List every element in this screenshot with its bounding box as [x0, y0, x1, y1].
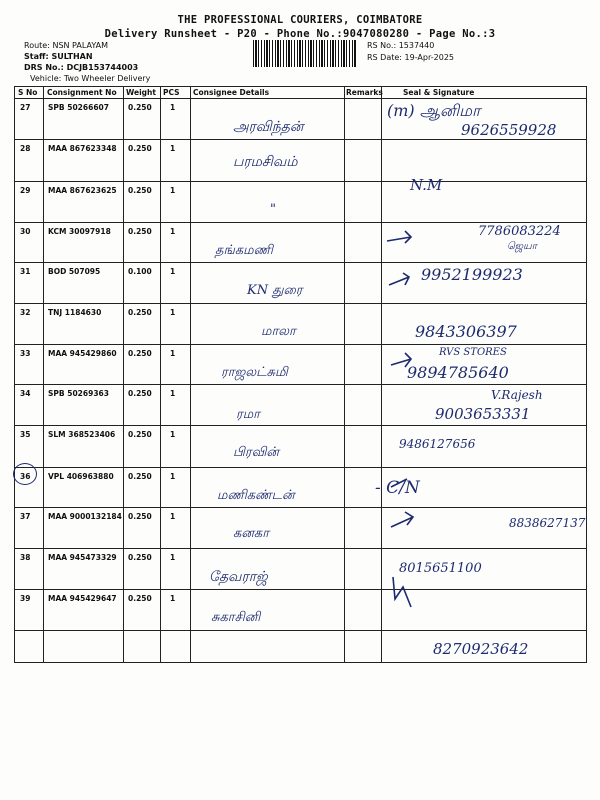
weight-cell: 0.250: [128, 144, 152, 153]
col-weight: Weight: [126, 88, 156, 97]
runsheet-table: [14, 86, 587, 663]
consignment-cell: MAA 945429860: [48, 349, 117, 358]
signature: ஜெயா: [507, 241, 537, 252]
pcs-cell: 1: [170, 267, 176, 276]
signature: RVS STORES: [439, 347, 507, 358]
weight-cell: 0.250: [128, 430, 152, 439]
table-row: [15, 468, 586, 507]
pcs-cell: 1: [170, 144, 176, 153]
sno-cell: 33: [20, 349, 31, 358]
phone-handwriting: 8270923642: [433, 640, 529, 658]
consignee-handwriting: பிரவின்: [233, 445, 279, 460]
signature: N.M: [410, 176, 443, 194]
sno-cell: 28: [20, 144, 31, 153]
col-signature: Seal & Signature: [403, 88, 475, 97]
sno-cell: 32: [20, 308, 31, 317]
pcs-cell: 1: [170, 186, 176, 195]
consignment-cell: MAA 867623348: [48, 144, 117, 153]
handwritten-marks-icon: [381, 227, 421, 627]
weight-cell: 0.100: [128, 267, 152, 276]
weight-cell: 0.250: [128, 553, 152, 562]
consignee-handwriting: KN துரை: [247, 283, 303, 298]
table-row: [15, 549, 586, 589]
phone-handwriting: 9894785640: [407, 363, 509, 382]
consignee-handwriting: அரவிந்தன்: [233, 119, 304, 135]
phone-handwriting: 8015651100: [399, 561, 482, 576]
consignee-handwriting: பரமசிவம்: [233, 154, 298, 170]
table-row: [15, 508, 586, 548]
sno-cell: 27: [20, 103, 31, 112]
col-consignment: Consignment No: [47, 88, 117, 97]
signature: V.Rajesh: [491, 388, 543, 402]
pcs-cell: 1: [170, 227, 176, 236]
pcs-cell: 1: [170, 308, 176, 317]
sno-cell: 36: [20, 472, 31, 481]
sno-cell: 30: [20, 227, 31, 236]
pcs-cell: 1: [170, 553, 176, 562]
consignment-cell: MAA 9000132184: [48, 512, 122, 521]
table-row: [15, 385, 586, 425]
sno-cell: 39: [20, 594, 31, 603]
sno-cell: 34: [20, 389, 31, 398]
consignment-cell: SPB 50269363: [48, 389, 109, 398]
consignee-handwriting: கனகா: [233, 526, 270, 541]
barcode: [253, 40, 357, 67]
pcs-cell: 1: [170, 472, 176, 481]
col-consignee: Consignee Details: [193, 88, 270, 97]
rs-number: RS No.: 1537440: [367, 41, 435, 50]
table-row: [15, 345, 586, 384]
weight-cell: 0.250: [128, 308, 152, 317]
consignment-cell: SPB 50266607: [48, 103, 109, 112]
route-label: Route: NSN PALAYAM: [24, 41, 108, 50]
vehicle-label: Vehicle: Two Wheeler Delivery: [30, 74, 151, 83]
consignment-cell: TNJ 1184630: [48, 308, 102, 317]
col-pcs: PCS: [163, 88, 180, 97]
pcs-cell: 1: [170, 389, 176, 398]
signature: (m) ஆனிமா: [387, 101, 481, 120]
signature: - C/N: [375, 478, 420, 498]
pcs-cell: 1: [170, 349, 176, 358]
consignee-handwriting: ராஜலட்சுமி: [221, 365, 288, 380]
consignee-handwriting: தேவராஜ்: [209, 569, 268, 585]
drs-number: DRS No.: DCJB153744003: [24, 63, 139, 72]
weight-cell: 0.250: [128, 349, 152, 358]
staff-label: Staff: SULTHAN: [24, 52, 93, 61]
sno-cell: 35: [20, 430, 31, 439]
sno-cell: 29: [20, 186, 31, 195]
weight-cell: 0.250: [128, 472, 152, 481]
pcs-cell: 1: [170, 103, 176, 112]
table-row: [15, 590, 586, 658]
consignee-handwriting: ": [270, 202, 276, 217]
rs-date: RS Date: 19-Apr-2025: [367, 53, 455, 62]
phone-handwriting: 8838627137: [509, 516, 586, 530]
weight-cell: 0.250: [128, 389, 152, 398]
table-row: [15, 426, 586, 467]
phone-handwriting: 9952199923: [421, 265, 523, 284]
sno-cell: 38: [20, 553, 31, 562]
pcs-cell: 1: [170, 594, 176, 603]
phone-handwriting: 9626559928: [461, 121, 557, 139]
phone-handwriting: 9003653331: [435, 405, 531, 423]
pcs-cell: 1: [170, 512, 176, 521]
sno-cell: 37: [20, 512, 31, 521]
weight-cell: 0.250: [128, 227, 152, 236]
consignment-cell: KCM 30097918: [48, 227, 111, 236]
weight-cell: 0.250: [128, 512, 152, 521]
col-remarks: Remarks: [346, 88, 383, 97]
consignee-handwriting: ரமா: [236, 407, 260, 422]
col-sno: S No: [18, 88, 38, 97]
consignment-cell: MAA 867623625: [48, 186, 117, 195]
phone-handwriting: 7786083224: [478, 224, 561, 239]
pcs-cell: 1: [170, 430, 176, 439]
consignment-cell: SLM 368523406: [48, 430, 116, 439]
phone-handwriting: 9486127656: [399, 437, 476, 451]
consignee-handwriting: மாலா: [261, 324, 296, 339]
weight-cell: 0.250: [128, 594, 152, 603]
table-row: [15, 304, 586, 344]
table-row: [15, 223, 586, 262]
consignee-handwriting: தங்கமணி: [215, 243, 273, 258]
consignment-cell: BOD 507095: [48, 267, 101, 276]
consignment-cell: VPL 406963880: [48, 472, 114, 481]
table-row: [15, 140, 586, 181]
consignment-cell: MAA 945429647: [48, 594, 117, 603]
table-row: [15, 263, 586, 303]
table-row: [15, 176, 586, 222]
weight-cell: 0.250: [128, 186, 152, 195]
runsheet-subtitle: Delivery Runsheet - P20 - Phone No.:9047080280 - Page No.:3: [104, 28, 496, 40]
consignee-handwriting: மணிகண்டன்: [217, 488, 295, 503]
table-row: [15, 99, 586, 139]
runsheet-title: THE PROFESSIONAL COURIERS, COIMBATORE: [177, 14, 423, 26]
consignment-cell: MAA 945473329: [48, 553, 117, 562]
consignee-handwriting: சுகாசினி: [211, 610, 261, 625]
weight-cell: 0.250: [128, 103, 152, 112]
sno-cell: 31: [20, 267, 31, 276]
phone-handwriting: 9843306397: [415, 322, 517, 341]
